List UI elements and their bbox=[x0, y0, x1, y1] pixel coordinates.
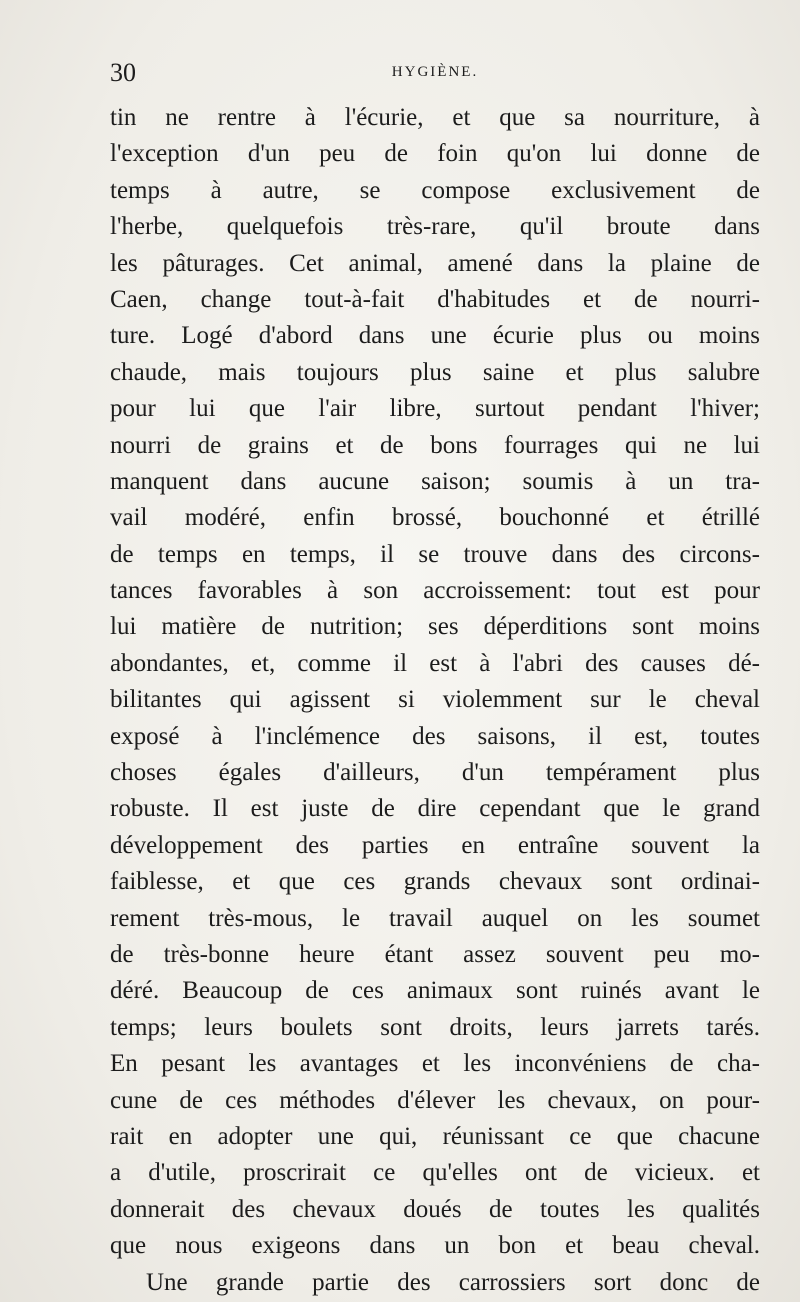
text-line: temps; leurs boulets sont droits, leurs jarrets tarés. bbox=[110, 1013, 760, 1041]
text-line: a d'utile, proscrirait ce qu'elles ont de vicieux. et bbox=[110, 1159, 760, 1187]
text-line: donnerait des chevaux doués de toutes les qualités bbox=[110, 1195, 760, 1223]
text-line: rement très-mous, le travail auquel on les soumet bbox=[110, 904, 760, 932]
text-line: tances favorables à son accroissement: tout est pour bbox=[110, 577, 760, 605]
text-line: nourri de grains et de bons fourrages qui ne lui bbox=[110, 431, 760, 459]
text-line: cune de ces méthodes d'élever les chevaux, on pour- bbox=[110, 1086, 760, 1114]
page-header bbox=[110, 58, 760, 94]
text-line: de très-bonne heure étant assez souvent peu mo- bbox=[110, 940, 760, 968]
text-line: temps à autre, se compose exclusivement de bbox=[110, 176, 760, 204]
text-line: rait en adopter une qui, réunissant ce que chacune bbox=[110, 1122, 760, 1150]
text-line: robuste. Il est juste de dire cependant que le grand bbox=[110, 795, 760, 823]
text-line: développement des parties en entraîne souvent la bbox=[110, 831, 760, 859]
text-line: abondantes, et, comme il est à l'abri des causes dé- bbox=[110, 649, 760, 677]
text-line: bilitantes qui agissent si violemment sur le cheval bbox=[110, 686, 760, 714]
text-line: Une grande partie des carrossiers sort donc de bbox=[146, 1268, 760, 1296]
text-line: ture. Logé d'abord dans une écurie plus ou moins bbox=[110, 322, 760, 350]
text-line: tin ne rentre à l'écurie, et que sa nourriture, à bbox=[110, 104, 760, 131]
text-line: chaude, mais toujours plus saine et plus salubre bbox=[110, 358, 760, 386]
text-line: l'exception d'un peu de foin qu'on lui donne de bbox=[110, 140, 760, 168]
text-line: En pesant les avantages et les inconvéniens de cha- bbox=[110, 1050, 760, 1078]
text-line: que nous exigeons dans un bon et beau cheval. bbox=[110, 1232, 760, 1260]
text-line: Caen, change tout-à-fait d'habitudes et de nourri- bbox=[110, 285, 760, 313]
body-text bbox=[110, 100, 760, 1301]
running-title: HYGIÈNE. bbox=[391, 64, 479, 80]
text-line: les pâturages. Cet animal, amené dans la plaine de bbox=[110, 249, 760, 277]
text-line: manquent dans aucune saison; soumis à un tra- bbox=[110, 467, 760, 495]
text-line: de temps en temps, il se trouve dans des circons- bbox=[110, 540, 760, 568]
text-line: pour lui que l'air libre, surtout pendant l'hiver; bbox=[110, 395, 760, 423]
text-line: vail modéré, enfin brossé, bouchonné et étrillé bbox=[110, 504, 760, 532]
text-line: déré. Beaucoup de ces animaux sont ruinés avant le bbox=[110, 977, 760, 1005]
page-number: 30 bbox=[110, 58, 136, 87]
text-line: faiblesse, et que ces grands chevaux sont ordinai- bbox=[110, 868, 760, 896]
text-line: l'herbe, quelquefois très-rare, qu'il broute dans bbox=[110, 213, 760, 241]
text-line: choses égales d'ailleurs, d'un tempérament plus bbox=[110, 759, 760, 787]
text-line: lui matière de nutrition; ses déperditions sont moins bbox=[110, 613, 760, 641]
text-line: exposé à l'inclémence des saisons, il est, toutes bbox=[110, 722, 760, 750]
